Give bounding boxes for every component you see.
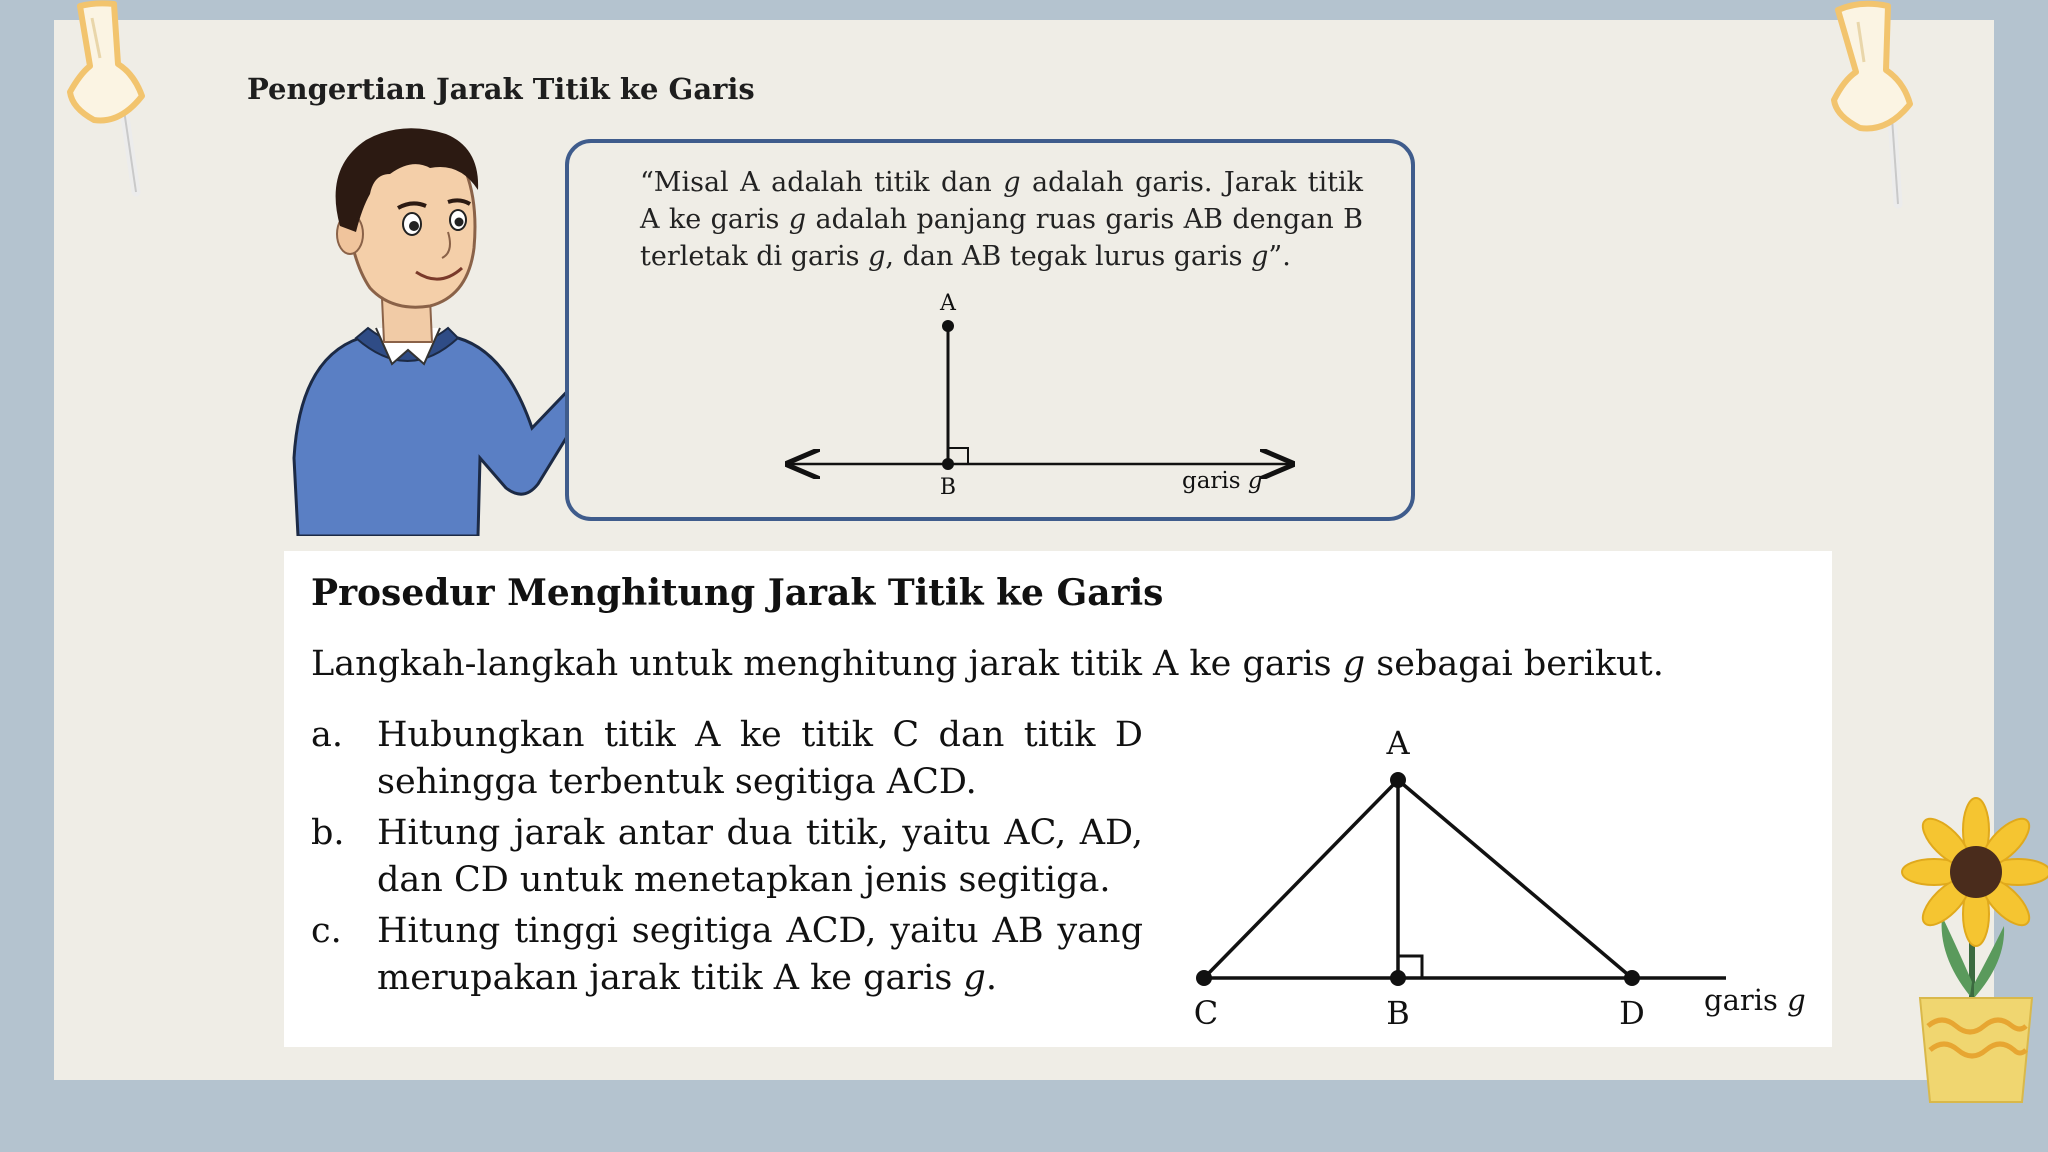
- point-d: [1624, 970, 1640, 986]
- point-b: [942, 458, 954, 470]
- list-item: [311, 712, 1143, 806]
- pushpin-icon: [1822, 0, 1932, 210]
- step-text: Hitung tinggi segitiga ACD, yaitu AB yang merupakan jarak titik A ke garis g.: [377, 911, 1143, 998]
- label-a: A: [940, 291, 956, 316]
- definition-diagram: [780, 282, 1300, 502]
- sunflower-pot-icon: [1898, 786, 2048, 1116]
- list-item: [311, 908, 1143, 1002]
- segment-ad: [1398, 780, 1632, 978]
- point-a: [942, 320, 954, 332]
- label-b: B: [1386, 994, 1410, 1032]
- step-letter: a.: [311, 715, 343, 755]
- point-b: [1390, 970, 1406, 986]
- point-a: [1390, 772, 1406, 788]
- definition-text: “Misal A adalah titik dan g adalah garis. Jarak titik A ke garis g adalah panjang ruas garis AB dengan B terletak di garis g, dan AB tegak lurus garis g”.: [640, 167, 1363, 272]
- label-b: B: [939, 475, 957, 500]
- step-text: Hubungkan titik A ke titik C dan titik D sehingga terbentuk segitiga ACD.: [377, 715, 1143, 802]
- label-garis-g: garis g: [1704, 983, 1806, 1017]
- triangle-diagram: [1170, 720, 1810, 1040]
- segment-ac: [1204, 780, 1398, 978]
- step-letter: c.: [311, 911, 342, 951]
- label-garis-g: garis g: [1182, 468, 1263, 494]
- procedure-intro: Langkah-langkah untuk menghitung jarak titik A ke garis g sebagai berikut.: [311, 644, 1664, 684]
- point-c: [1196, 970, 1212, 986]
- label-d: D: [1619, 994, 1645, 1032]
- list-item: [311, 810, 1143, 904]
- label-c: C: [1193, 994, 1219, 1032]
- step-letter: b.: [311, 813, 345, 853]
- procedure-steps: [311, 712, 1143, 1006]
- procedure-title: Prosedur Menghitung Jarak Titik ke Garis: [311, 572, 1164, 614]
- label-a: A: [1386, 724, 1410, 762]
- page-title: Pengertian Jarak Titik ke Garis: [247, 72, 755, 106]
- step-text: Hitung jarak antar dua titik, yaitu AC, AD, dan CD untuk menetapkan jenis segitiga.: [377, 813, 1143, 900]
- pushpin-icon: [62, 0, 172, 200]
